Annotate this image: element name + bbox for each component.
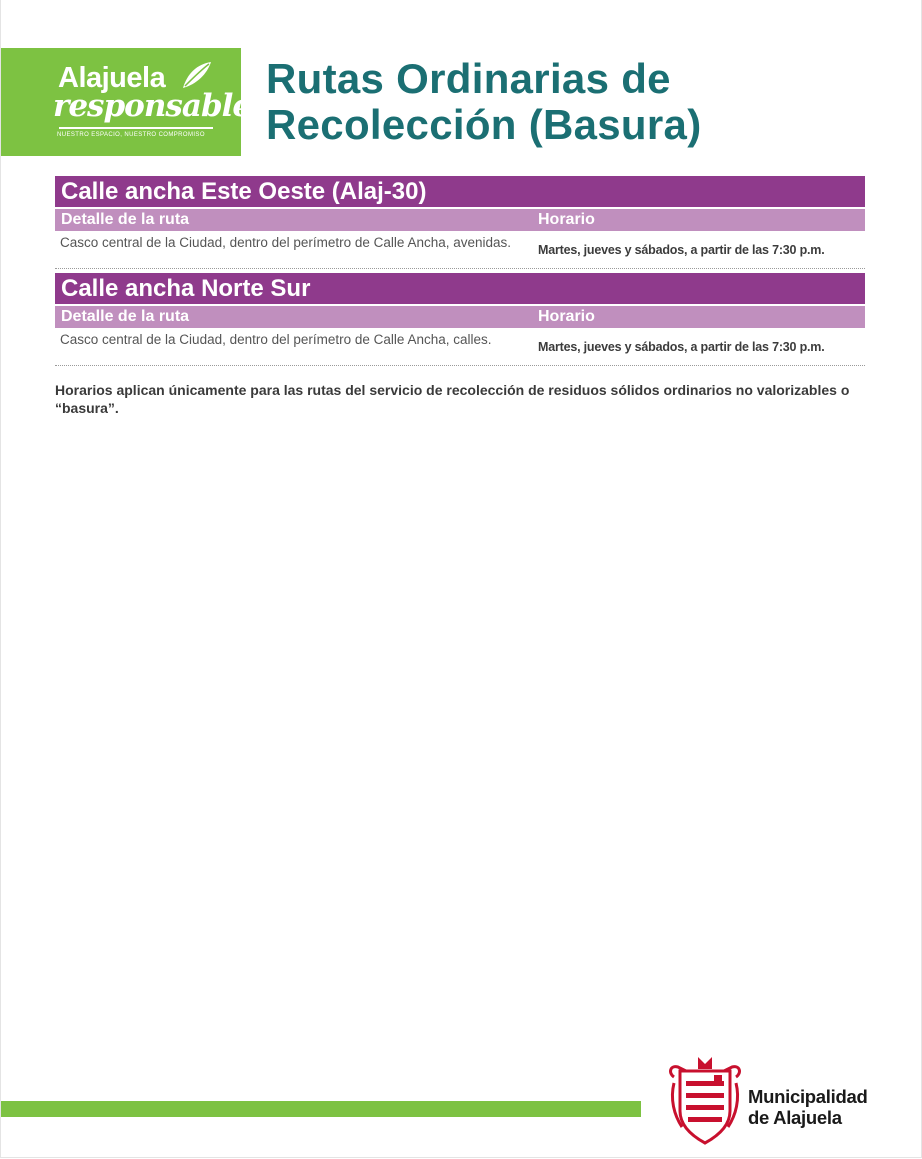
column-header-detail: Detalle de la ruta xyxy=(61,211,190,228)
route-title: Calle ancha Norte Sur xyxy=(55,273,865,304)
route-row xyxy=(55,328,865,366)
logo-wordmark: Alajuela xyxy=(58,62,166,94)
footer-green-bar xyxy=(1,1101,641,1117)
logo-tagline: NUESTRO ESPACIO, NUESTRO COMPROMISO xyxy=(57,132,205,138)
route-table-header xyxy=(55,209,865,231)
route-detail: Casco central de la Ciudad, dentro del perímetro de Calle Ancha, calles. xyxy=(60,332,492,347)
row-divider xyxy=(55,268,865,269)
column-header-schedule: Horario xyxy=(538,308,595,325)
logo-script-text: responsable xyxy=(53,88,252,124)
municipal-crest-icon xyxy=(668,1055,742,1145)
page-title-line2: Recolección (Basura) xyxy=(266,101,702,148)
leaf-icon xyxy=(179,60,213,90)
column-header-schedule: Horario xyxy=(538,211,595,228)
route-row xyxy=(55,231,865,269)
municipality-name xyxy=(748,1086,867,1128)
municipality-name-line1: Municipalidad xyxy=(748,1086,868,1107)
column-header-detail: Detalle de la ruta xyxy=(61,308,190,325)
page-title xyxy=(266,56,701,148)
route-schedule: Martes, jueves y sábados, a partir de las 7:30 p.m. xyxy=(538,243,825,257)
logo-divider xyxy=(59,127,213,129)
alajuela-responsable-logo xyxy=(1,48,252,156)
municipality-name-line2: de Alajuela xyxy=(748,1107,842,1128)
schedule-note: Horarios aplican únicamente para las rutas del servicio de recolección de residuos sólidos ordinarios no valorizables o “basura”. xyxy=(55,382,850,416)
route-detail: Casco central de la Ciudad, dentro del perímetro de Calle Ancha, avenidas. xyxy=(60,235,512,250)
route-schedule: Martes, jueves y sábados, a partir de las 7:30 p.m. xyxy=(538,340,825,354)
row-divider xyxy=(55,365,865,366)
page-title-line1: Rutas Ordinarias de xyxy=(266,55,671,102)
route-title: Calle ancha Este Oeste (Alaj-30) xyxy=(55,176,865,207)
route-table-header xyxy=(55,306,865,328)
